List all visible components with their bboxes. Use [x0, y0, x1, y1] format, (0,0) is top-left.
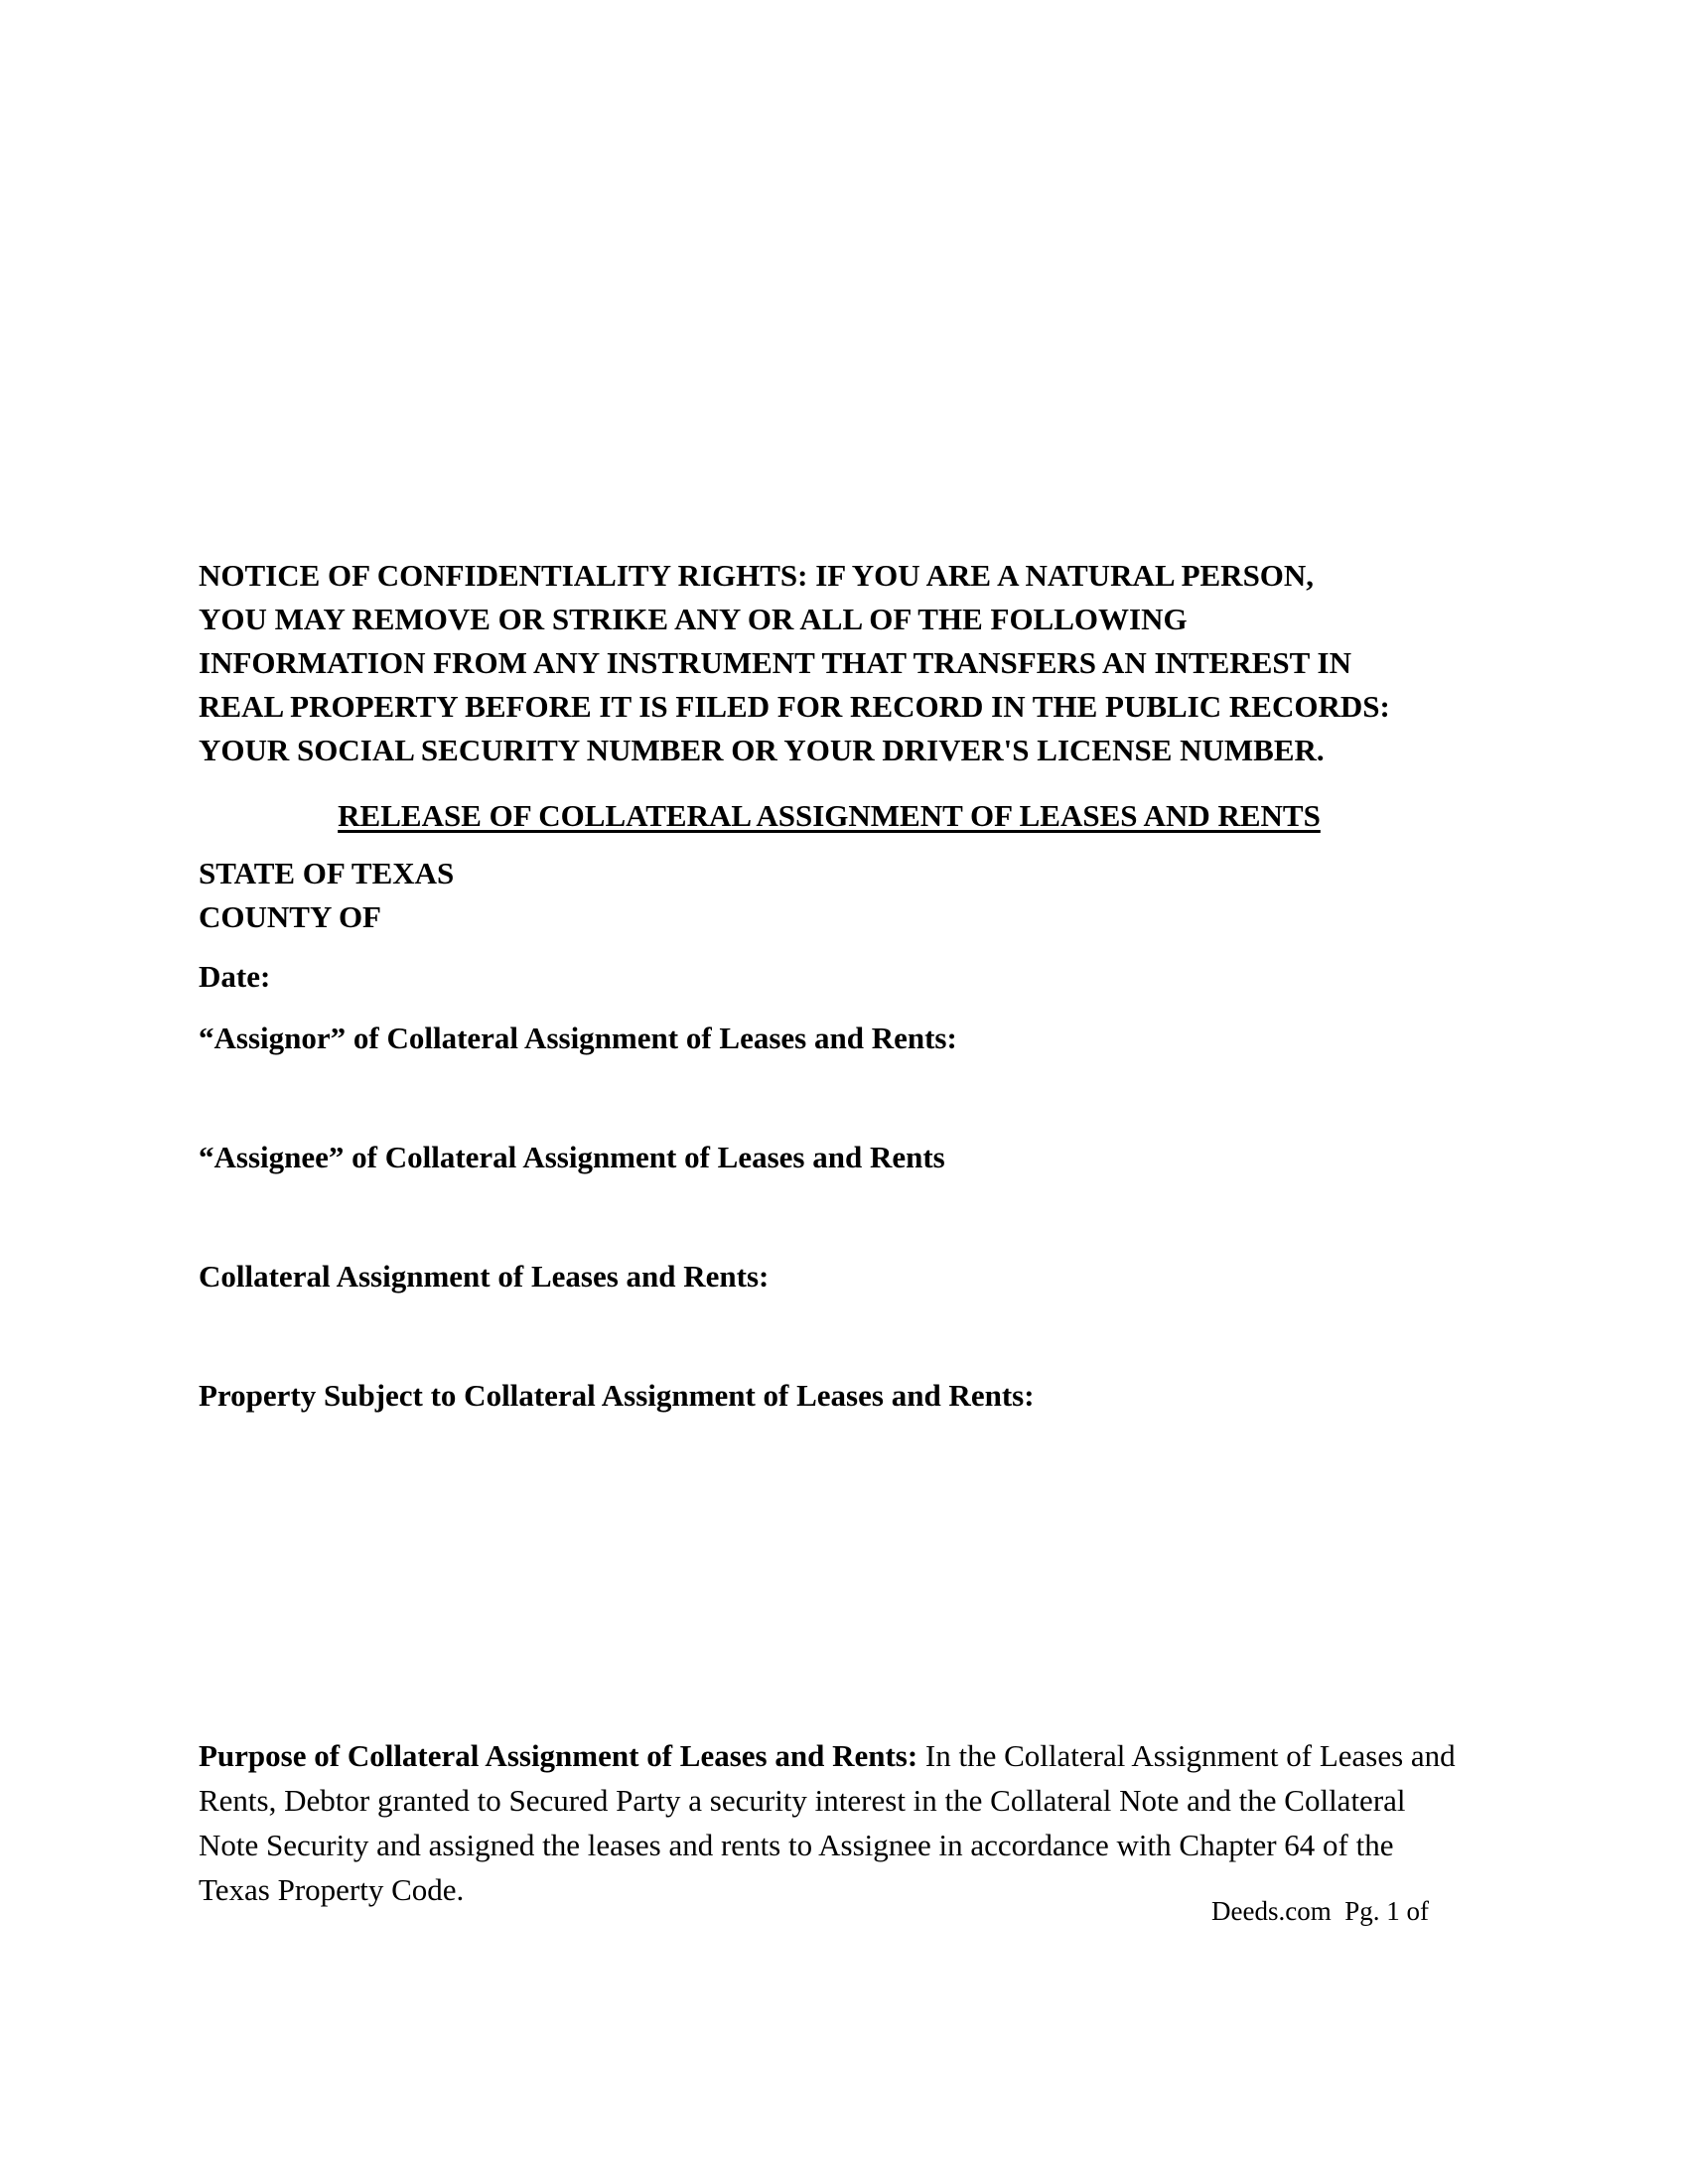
date-field-label: Date: [199, 959, 271, 994]
assignor-field-label: “Assignor” of Collateral Assignment of Leases and Rents: [199, 1021, 957, 1055]
purpose-paragraph [199, 1733, 1460, 1912]
document-title-text: RELEASE OF COLLATERAL ASSIGNMENT OF LEASES AND RENTS [338, 798, 1321, 833]
footer-page-number: Pg. 1 of [1344, 1896, 1429, 1926]
collateral-assignment-field-label: Collateral Assignment of Leases and Rents: [199, 1259, 770, 1294]
notice-line-2: YOU MAY REMOVE OR STRIKE ANY OR ALL OF THE FOLLOWING [199, 602, 1188, 636]
county-label: COUNTY OF [199, 899, 381, 934]
notice-line-1: NOTICE OF CONFIDENTIALITY RIGHTS: IF YOU ARE A NATURAL PERSON, [199, 558, 1315, 593]
purpose-label: Purpose of Collateral Assignment of Leases and Rents: [199, 1738, 918, 1773]
notice-line-5: YOUR SOCIAL SECURITY NUMBER OR YOUR DRIVER'S LICENSE NUMBER. [199, 733, 1325, 767]
state-label: STATE OF TEXAS [199, 856, 455, 890]
document-title [199, 794, 1460, 838]
notice-line-3: INFORMATION FROM ANY INSTRUMENT THAT TRANSFERS AN INTEREST IN [199, 645, 1351, 680]
confidentiality-notice [199, 554, 1460, 772]
notice-line-4: REAL PROPERTY BEFORE IT IS FILED FOR RECORD IN THE PUBLIC RECORDS: [199, 689, 1390, 724]
assignee-field-label: “Assignee” of Collateral Assignment of Leases and Rents [199, 1140, 945, 1174]
purpose-text: In the Collateral Assignment of Leases and Rents, Debtor granted to Secured Party a security interest in the Collateral Note and the Collateral Note Security and assigned the leases and rents to Assignee in accordance with Chapter 64 of the Texas Property Code. [199, 1738, 1456, 1907]
property-field-label: Property Subject to Collateral Assignment of Leases and Rents: [199, 1378, 1035, 1413]
page-footer [1211, 1893, 1429, 1929]
footer-site: Deeds.com [1211, 1896, 1332, 1926]
